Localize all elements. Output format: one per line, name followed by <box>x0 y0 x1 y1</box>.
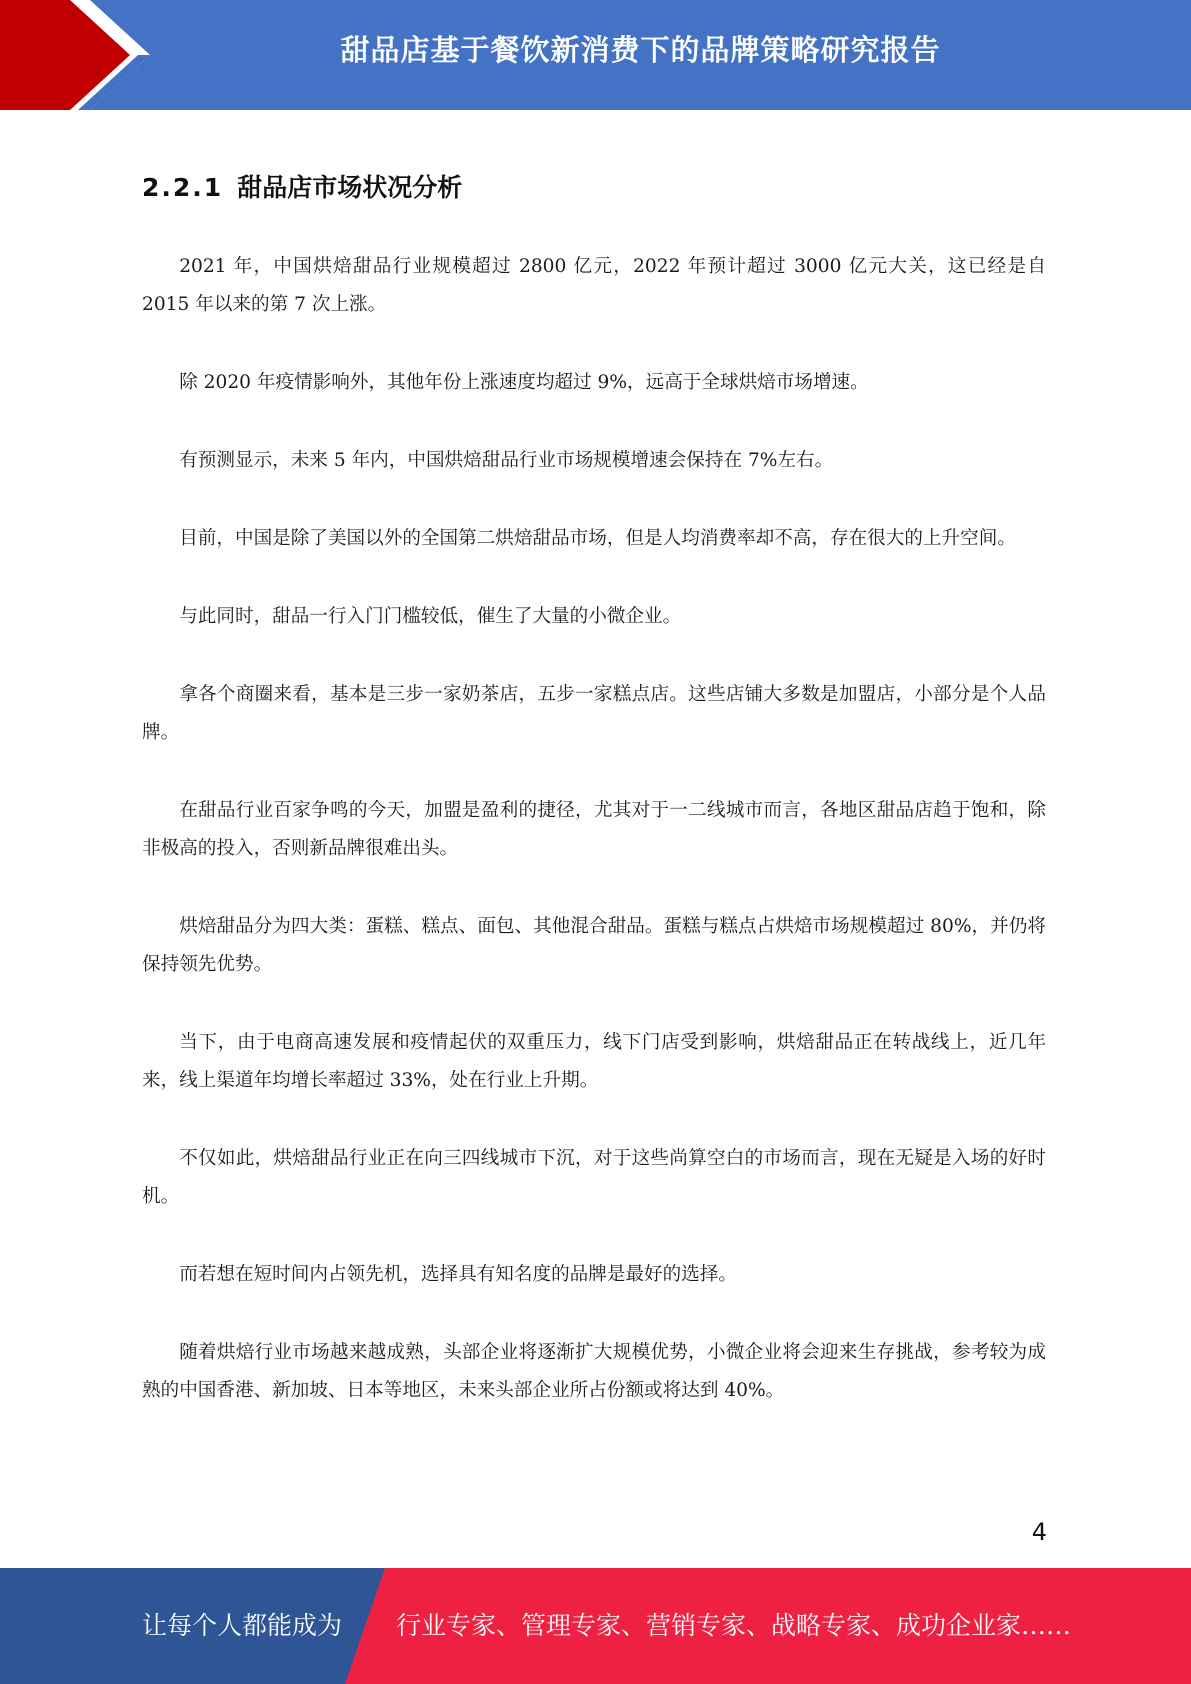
paragraph: 而若想在短时间内占领先机，选择具有知名度的品牌是最好的选择。 <box>179 1264 738 1285</box>
footer-slogan-right: 行业专家、管理专家、营销专家、战略专家、成功企业家…… <box>396 1611 1072 1640</box>
footer-slogan-left: 让每个人都能成为 <box>142 1611 343 1640</box>
paragraph: 拿各个商圈来看，基本是三步一家奶茶店，五步一家糕点店。这些店铺大多数是加盟店，小部分是个人品牌。 <box>142 684 1046 743</box>
header-arrow-decoration <box>0 0 160 110</box>
paragraph: 当下，由于电商高速发展和疫情起伏的双重压力，线下门店受到影响，烘焙甜品正在转战线上，近几年来，线上渠道年均增长率超过 33%，处在行业上升期。 <box>142 1032 1046 1091</box>
paragraph: 2021 年，中国烘焙甜品行业规模超过 2800 亿元，2022 年预计超过 3000 亿元大关，这已经是自 2015 年以来的第 7 次上涨。 <box>142 256 1046 315</box>
section-heading <box>142 168 462 204</box>
paragraph: 除 2020 年疫情影响外，其他年份上涨速度均超过 9%，远高于全球烘焙市场增速。 <box>179 372 869 393</box>
paragraph: 在甜品行业百家争鸣的今天，加盟是盈利的捷径，尤其对于一二线城市而言，各地区甜品店趋于饱和，除非极高的投入，否则新品牌很难出头。 <box>142 800 1046 859</box>
section-title: 甜品店市场状况分析 <box>237 173 463 202</box>
paragraph: 有预测显示，未来 5 年内，中国烘焙甜品行业市场规模增速会保持在 7%左右。 <box>179 450 834 471</box>
paragraph: 与此同时，甜品一行入门门槛较低，催生了大量的小微企业。 <box>179 606 682 627</box>
paragraph: 目前，中国是除了美国以外的全国第二烘焙甜品市场，但是人均消费率却不高，存在很大的上升空间。 <box>179 528 1016 549</box>
report-title: 甜品店基于餐饮新消费下的品牌策略研究报告 <box>340 33 941 67</box>
page-number: 4 <box>1031 1518 1047 1546</box>
page-header <box>0 0 1191 110</box>
paragraph: 烘焙甜品分为四大类：蛋糕、糕点、面包、其他混合甜品。蛋糕与糕点占烘焙市场规模超过 80%，并仍将保持领先优势。 <box>142 916 1046 975</box>
section-number: 2.2.1 <box>142 173 224 202</box>
paragraph: 不仅如此，烘焙甜品行业正在向三四线城市下沉，对于这些尚算空白的市场而言，现在无疑是入场的好时机。 <box>142 1148 1046 1207</box>
page-footer <box>0 1568 1191 1684</box>
paragraph: 随着烘焙行业市场越来越成熟，头部企业将逐渐扩大规模优势，小微企业将会迎来生存挑战，参考较为成熟的中国香港、新加坡、日本等地区，未来头部企业所占份额或将达到 40%。 <box>142 1342 1046 1401</box>
body-content <box>142 248 1046 1450</box>
